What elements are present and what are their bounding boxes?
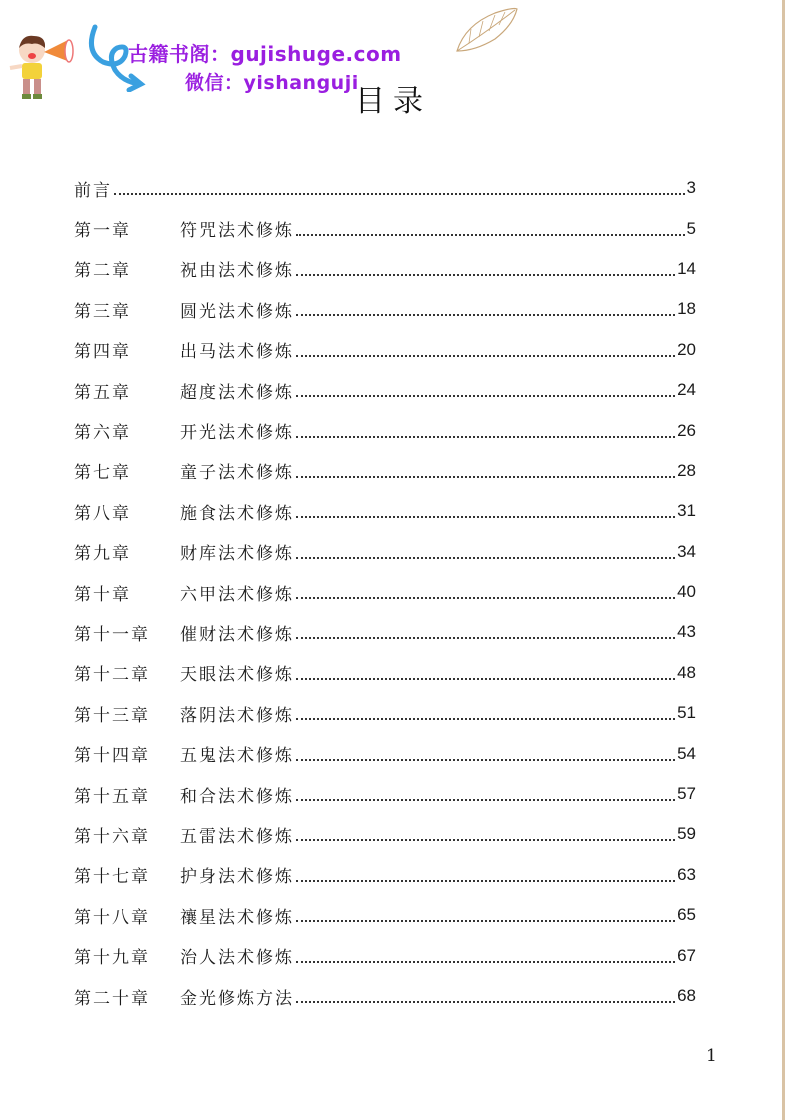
dot-leader (296, 355, 675, 357)
toc-page: 67 (677, 945, 696, 965)
toc-row[interactable] (74, 249, 696, 289)
toc-chapter: 第五章 (74, 382, 131, 403)
toc-entry-name: 前言 (74, 180, 112, 201)
toc-chapter: 第八章 (74, 503, 131, 524)
toc-entry-name: 符咒法术修炼 (180, 221, 294, 242)
toc-page: 34 (677, 541, 696, 561)
mascot-icon (8, 30, 78, 102)
toc-row[interactable] (74, 330, 696, 370)
toc-page: 3 (686, 178, 696, 198)
toc-chapter: 第十四章 (74, 746, 150, 767)
watermark-site: 古籍书阁：gujishuge.com (128, 42, 402, 66)
watermark-banner (0, 0, 520, 110)
toc-row[interactable] (74, 289, 696, 329)
dot-leader (296, 759, 675, 761)
toc-row[interactable] (74, 612, 696, 652)
toc-page: 40 (677, 582, 696, 602)
toc-entry-name: 催财法术修炼 (180, 624, 294, 645)
toc-entry-name: 六甲法术修炼 (180, 584, 294, 605)
toc-page: 26 (677, 420, 696, 440)
toc-chapter: 第十五章 (74, 786, 150, 807)
toc-chapter: 第六章 (74, 423, 131, 444)
toc-entry-name: 财库法术修炼 (180, 544, 294, 565)
toc-page: 57 (677, 784, 696, 804)
toc-row[interactable] (74, 814, 696, 854)
toc-entry-name: 祝由法术修炼 (180, 261, 294, 282)
toc-entry-name: 童子法术修炼 (180, 463, 294, 484)
dot-leader (296, 678, 675, 680)
dot-leader (296, 557, 675, 559)
toc-chapter: 第二章 (74, 261, 131, 282)
toc-chapter: 第十八章 (74, 907, 150, 928)
toc-page: 20 (677, 339, 696, 359)
toc-row[interactable] (74, 733, 696, 773)
toc-row[interactable] (74, 774, 696, 814)
dot-leader (296, 436, 675, 438)
toc-page: 43 (677, 622, 696, 642)
toc-entry-name: 治人法术修炼 (180, 948, 294, 969)
toc-row[interactable] (74, 451, 696, 491)
dot-leader (296, 637, 675, 639)
toc-chapter: 第三章 (74, 301, 131, 322)
toc-page: 31 (677, 501, 696, 521)
toc-chapter: 第十七章 (74, 867, 150, 888)
toc-entry-name: 天眼法术修炼 (180, 665, 294, 686)
dot-leader (296, 234, 685, 236)
toc-chapter: 第二十章 (74, 988, 150, 1009)
toc-row[interactable] (74, 895, 696, 935)
dot-leader (296, 1001, 675, 1003)
toc-chapter: 第十二章 (74, 665, 150, 686)
dot-leader (296, 314, 675, 316)
toc-page: 54 (677, 743, 696, 763)
table-of-contents (74, 168, 696, 1016)
toc-page: 59 (677, 824, 696, 844)
toc-row[interactable] (74, 532, 696, 572)
dot-leader (296, 597, 675, 599)
toc-page: 63 (677, 864, 696, 884)
toc-entry-name: 护身法术修炼 (180, 867, 294, 888)
dot-leader (296, 516, 675, 518)
toc-entry-name: 落阴法术修炼 (180, 705, 294, 726)
toc-page: 5 (686, 218, 696, 238)
toc-chapter: 第十六章 (74, 826, 150, 847)
toc-chapter: 第十三章 (74, 705, 150, 726)
toc-entry-name: 五雷法术修炼 (180, 826, 294, 847)
toc-page: 48 (677, 662, 696, 682)
page-number: 1 (706, 1046, 717, 1066)
toc-row[interactable] (74, 168, 696, 208)
toc-page: 18 (677, 299, 696, 319)
toc-page: 68 (677, 986, 696, 1005)
dot-leader (296, 476, 675, 478)
toc-chapter: 第十九章 (74, 948, 150, 969)
dot-leader (296, 395, 675, 397)
toc-row[interactable] (74, 208, 696, 248)
toc-entry-name: 金光修炼方法 (180, 988, 294, 1009)
toc-entry-name: 禳星法术修炼 (180, 907, 294, 928)
dot-leader (296, 718, 675, 720)
toc-entry-name: 出马法术修炼 (180, 342, 294, 363)
toc-page: 65 (677, 905, 696, 925)
dot-leader (296, 799, 675, 801)
leaf-icon (455, 5, 520, 53)
dot-leader (296, 839, 675, 841)
toc-page: 28 (677, 460, 696, 480)
toc-chapter: 第十一章 (74, 624, 150, 645)
toc-row[interactable] (74, 491, 696, 531)
toc-row[interactable] (74, 370, 696, 410)
toc-page: 24 (677, 380, 696, 400)
toc-entry-name: 施食法术修炼 (180, 503, 294, 524)
toc-page: 51 (677, 703, 696, 723)
toc-chapter: 第一章 (74, 221, 131, 242)
toc-row[interactable] (74, 572, 696, 612)
watermark-wechat: 微信：yishanguji (185, 72, 359, 94)
toc-entry-name: 和合法术修炼 (180, 786, 294, 807)
toc-chapter: 第十章 (74, 584, 131, 605)
toc-chapter: 第九章 (74, 544, 131, 565)
toc-entry-name: 五鬼法术修炼 (180, 746, 294, 767)
toc-entry-name: 圆光法术修炼 (180, 301, 294, 322)
toc-chapter: 第四章 (74, 342, 131, 363)
toc-row[interactable] (74, 653, 696, 693)
dot-leader (296, 880, 675, 882)
toc-row[interactable] (74, 935, 696, 975)
toc-row[interactable] (74, 693, 696, 733)
page-title: 目录 (355, 84, 431, 119)
dot-leader (114, 193, 685, 195)
dot-leader (296, 920, 675, 922)
toc-entry-name: 开光法术修炼 (180, 423, 294, 444)
toc-row[interactable] (74, 410, 696, 450)
toc-row[interactable] (74, 976, 696, 1016)
dot-leader (296, 274, 675, 276)
dot-leader (296, 961, 675, 963)
toc-page: 14 (677, 258, 696, 278)
toc-row[interactable] (74, 855, 696, 895)
toc-chapter: 第七章 (74, 463, 131, 484)
toc-entry-name: 超度法术修炼 (180, 382, 294, 403)
